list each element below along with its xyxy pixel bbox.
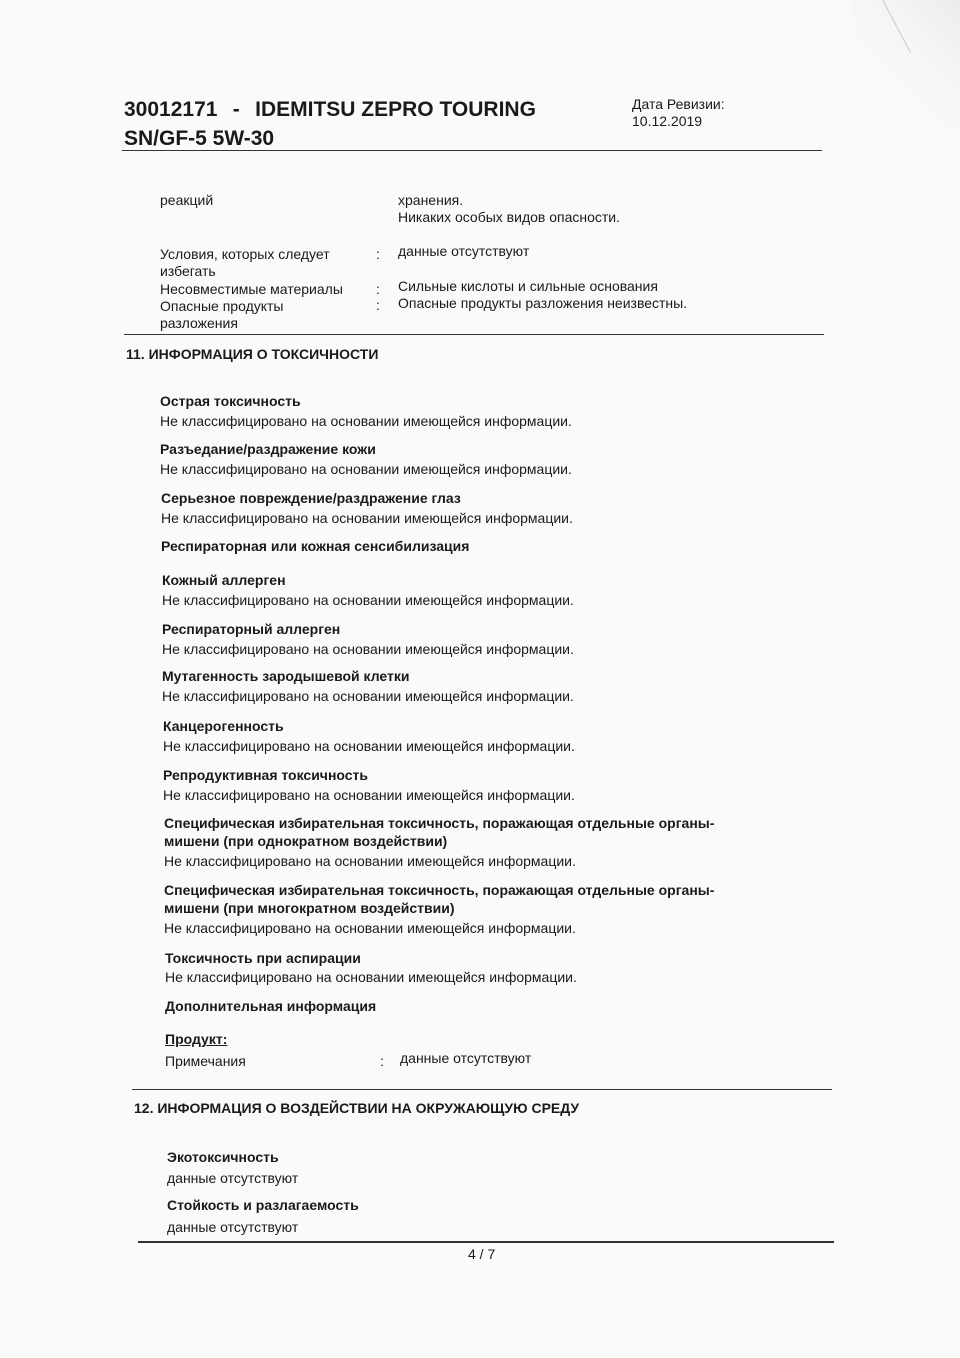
reactions-label: реакций bbox=[160, 192, 214, 208]
stot-single-heading-1: Специфическая избирательная токсичность, поражающая отдельные органы- bbox=[164, 815, 715, 831]
product-name-line2: SN/GF-5 5W-30 bbox=[124, 127, 275, 150]
decomp-value: Опасные продукты разложения неизвестны. bbox=[398, 295, 688, 311]
additional-info-heading: Дополнительная информация bbox=[165, 998, 377, 1014]
sensitization-heading: Респираторная или кожная сенсибилизация bbox=[161, 538, 470, 554]
respiratory-allergen-heading: Респираторный аллерген bbox=[162, 621, 341, 637]
stot-single-heading-2: мишени (при однократном воздействии) bbox=[164, 833, 448, 849]
incompatible-value: Сильные кислоты и сильные основания bbox=[398, 278, 658, 294]
eye-damage-heading: Серьезное повреждение/раздражение глаз bbox=[161, 490, 461, 506]
stot-repeated-text: Не классифицировано на основании имеющейся информации. bbox=[164, 920, 576, 936]
header-title-line1 bbox=[124, 96, 536, 123]
reproductive-toxicity-heading: Репродуктивная токсичность bbox=[163, 767, 369, 783]
section12-rule bbox=[132, 1089, 832, 1090]
product-label: Продукт: bbox=[165, 1031, 228, 1047]
persistence-text: данные отсутствуют bbox=[167, 1219, 299, 1235]
product-name-line1: IDEMITSU ZEPRO TOURING bbox=[255, 98, 536, 121]
revision-label: Дата Ревизии: bbox=[632, 96, 725, 112]
decomp-label-2: разложения bbox=[160, 315, 238, 331]
section11-rule bbox=[124, 334, 824, 335]
reactions-value-1: хранения. bbox=[398, 192, 464, 208]
avoid-colon: : bbox=[376, 246, 380, 262]
incompatible-label: Несовместимые материалы bbox=[160, 281, 343, 297]
product-code: 30012171 bbox=[124, 98, 218, 121]
stot-repeated-heading-2: мишени (при многократном воздействии) bbox=[164, 900, 455, 916]
mutagenicity-text: Не классифицировано на основании имеющейся информации. bbox=[162, 688, 574, 704]
ecotoxicity-heading: Экотоксичность bbox=[167, 1149, 279, 1165]
page-number: 4 / 7 bbox=[468, 1246, 496, 1262]
respiratory-allergen-text: Не классифицировано на основании имеющейся информации. bbox=[162, 641, 574, 657]
aspiration-text: Не классифицировано на основании имеющейся информации. bbox=[165, 969, 577, 985]
title-dash: - bbox=[232, 98, 240, 121]
ecotoxicity-text: данные отсутствуют bbox=[167, 1170, 299, 1186]
carcinogenicity-heading: Канцерогенность bbox=[163, 718, 284, 734]
reactions-value-2: Никаких особых видов опасности. bbox=[398, 209, 621, 225]
incompatible-colon: : bbox=[376, 281, 380, 297]
revision-date: 10.12.2019 bbox=[632, 113, 703, 129]
acute-toxicity-text: Не классифицировано на основании имеющейся информации. bbox=[160, 413, 572, 429]
remarks-label: Примечания bbox=[165, 1053, 246, 1069]
acute-toxicity-heading: Острая токсичность bbox=[160, 393, 301, 409]
header-rule bbox=[122, 150, 822, 151]
decomp-colon: : bbox=[376, 297, 380, 313]
stot-single-text: Не классифицировано на основании имеющейся информации. bbox=[164, 853, 576, 869]
skin-allergen-text: Не классифицировано на основании имеющейся информации. bbox=[162, 592, 574, 608]
section11-title: 11. ИНФОРМАЦИЯ О ТОКСИЧНОСТИ bbox=[126, 346, 379, 362]
eye-damage-text: Не классифицировано на основании имеющейся информации. bbox=[161, 510, 573, 526]
skin-allergen-heading: Кожный аллерген bbox=[162, 572, 286, 588]
section12-title: 12. ИНФОРМАЦИЯ О ВОЗДЕЙСТВИИ НА ОКРУЖАЮЩУЮ СРЕДУ bbox=[134, 1100, 580, 1116]
decomp-label-1: Опасные продукты bbox=[160, 298, 284, 314]
avoid-value: данные отсутствуют bbox=[398, 243, 530, 259]
reproductive-toxicity-text: Не классифицировано на основании имеющейся информации. bbox=[163, 787, 575, 803]
remarks-colon: : bbox=[380, 1053, 384, 1069]
skin-corrosion-text: Не классифицировано на основании имеющейся информации. bbox=[160, 461, 572, 477]
avoid-label-2: избегать bbox=[160, 263, 216, 279]
carcinogenicity-text: Не классифицировано на основании имеющейся информации. bbox=[163, 738, 575, 754]
page-fold-shadow bbox=[850, 0, 960, 130]
aspiration-heading: Токсичность при аспирации bbox=[165, 950, 361, 966]
remarks-value: данные отсутствуют bbox=[400, 1050, 532, 1066]
stot-repeated-heading-1: Специфическая избирательная токсичность, поражающая отдельные органы- bbox=[164, 882, 715, 898]
avoid-label-1: Условия, которых следует bbox=[160, 246, 330, 262]
skin-corrosion-heading: Разъедание/раздражение кожи bbox=[160, 441, 376, 457]
persistence-heading: Стойкость и разлагаемость bbox=[167, 1197, 359, 1213]
mutagenicity-heading: Мутагенность зародышевой клетки bbox=[162, 668, 410, 684]
footer-rule bbox=[138, 1241, 834, 1243]
